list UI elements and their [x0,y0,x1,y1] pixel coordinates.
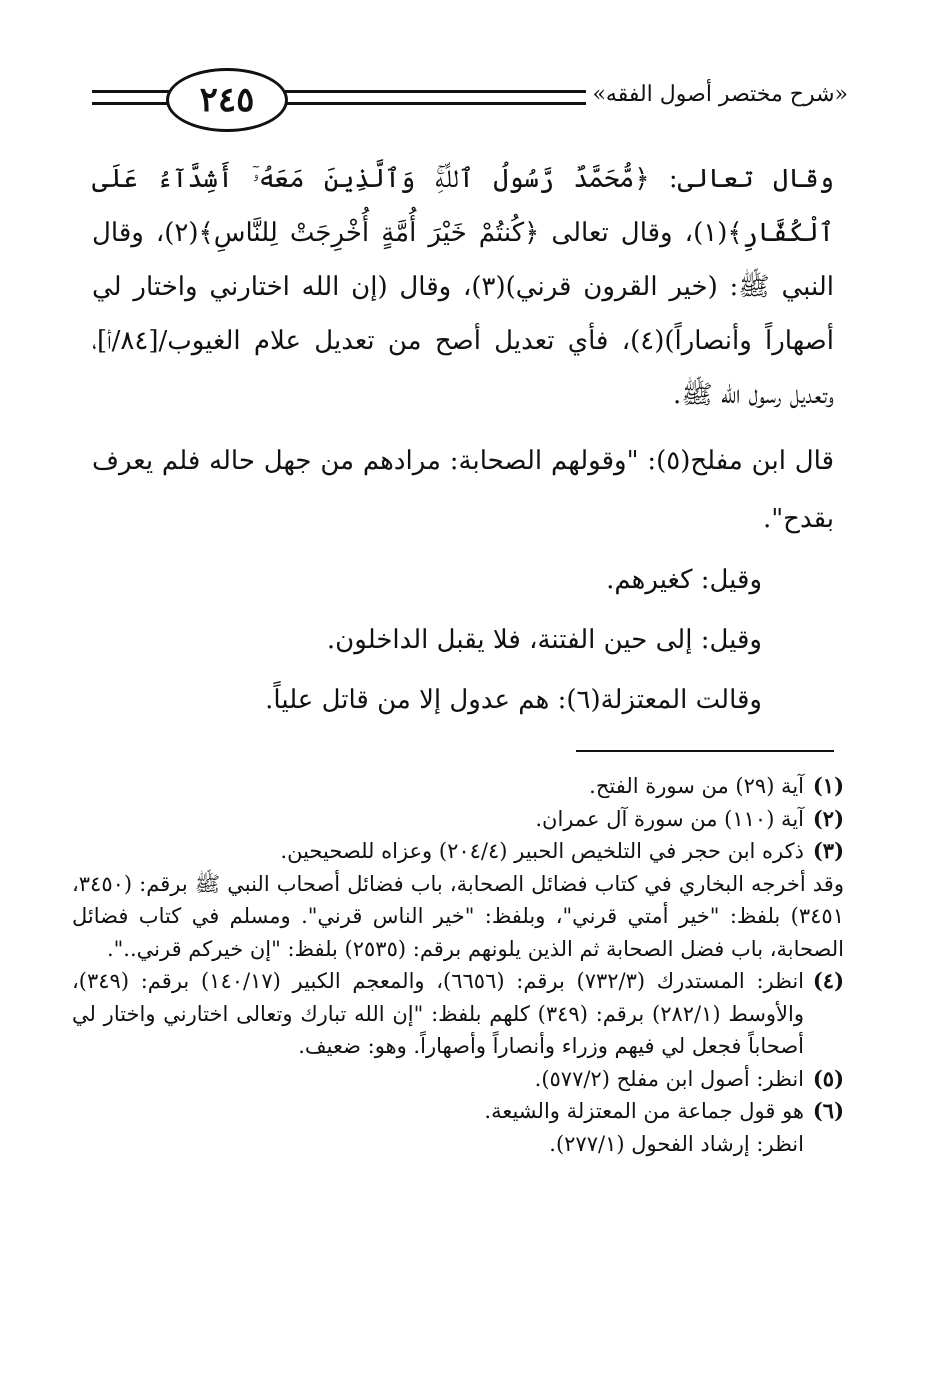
footnote-continuation: وقد أخرجه البخاري في كتاب فضائل الصحابة، باب فضائل أصحاب النبي ﷺ برقم: (٣٤٥٠، ٣٤٥١) بلفظ: "خير أمتي قرني"، وبلفظ: "خير الناس قرني". ومسلم في كتاب فضائل الصحابة، باب فضل الصحابة ثم الذين يلونهم برقم: (٢٥٣٥) بلفظ: "إن خيركم قرني..". [72,871,844,961]
footnote-text: انظر: المستدرك (٧٣٢/٣) برقم: (٦٦٥٦)، والمعجم الكبير (١٤٠/١٧) برقم: (٣٤٩)، والأوسط (٢٨٢/١) برقم: (٣٤٩) كلهم بلفظ: "إن الله تبارك وتعالى اختارني واختار لي أصحاباً فجعل لي فيهم وزراء وأنصاراً وأصهاراً. وهو: ضعيف. [72,969,805,1058]
footnote-number: (١) [812,773,844,798]
footnote [72,770,844,803]
footnote-number: (٣) [812,838,844,863]
footnote-continuation: انظر: إرشاد الفحول (٢٧٧/١). [549,1131,804,1156]
footnote-number: (٤) [812,968,844,993]
page-header [92,60,848,140]
opinion-line: وقالت المعتزلة(٦): هم عدول إلا من قاتل علياً. [265,685,762,715]
page-number: ٢٤٥ [166,68,288,132]
footnote [72,965,844,1063]
footnote-text: آية (١١٠) من سورة آل عمران. [535,806,804,831]
footnote [72,803,844,836]
footnote-number: (٦) [812,1098,844,1123]
footnote-number: (٢) [812,805,844,831]
footnote [72,835,844,868]
footnotes [72,770,844,1160]
running-book-title: «شرح مختصر أصول الفقه» [586,80,848,110]
opinion-line: وقيل: إلى حين الفتنة، فلا يقبل الداخلون. [326,625,762,655]
footnote-text: هو قول جماعة من المعتزلة والشيعة. [484,1099,804,1123]
footnote-text: آية (٢٩) من سورة الفتح. [589,774,804,798]
footnote-separator [576,750,834,752]
ibn-muflih-quote: قال ابن مفلح(٥): "وقولهم الصحابة: مرادهم من جهل حاله فلم يعرف بقدح". [92,446,834,534]
main-text [92,152,834,728]
opinion-line: وقيل: كغيرهم. [606,565,762,595]
footnote-number: (٥) [812,1065,844,1091]
footnote [72,1063,844,1096]
footnote-text: انظر: أصول ابن مفلح (٥٧٧/٢). [534,1066,804,1091]
footnote-text: ذكره ابن حجر في التلخيص الحبير (٢٠٤/٤) وعزاه للصحيحين. [280,839,804,863]
footnote [72,1095,844,1128]
main-paragraph: وقال تعالى: ﴿مُّحَمَّدٌ رَّسُولُ ٱللَّهِۚ وَٱلَّذِينَ مَعَهُۥٓ أَشِدَّآءُ عَلَى ٱلْكُفَّارِ﴾(١)، وقال تعالى ﴿كُنتُمْ خَيْرَ أُمَّةٍ أُخْرِجَتْ لِلنَّاسِ﴾(٢)، وقال النبي ﷺ: (خير القرون قرني)(٣)، وقال (إن الله اختارني واختار لي أصهاراً وأنصاراً)(٤)، فأي تعديل أصح من تعديل علام الغيوب/[٨٤/أ]، وتعديل رسول الله ﷺ. [92,164,835,410]
